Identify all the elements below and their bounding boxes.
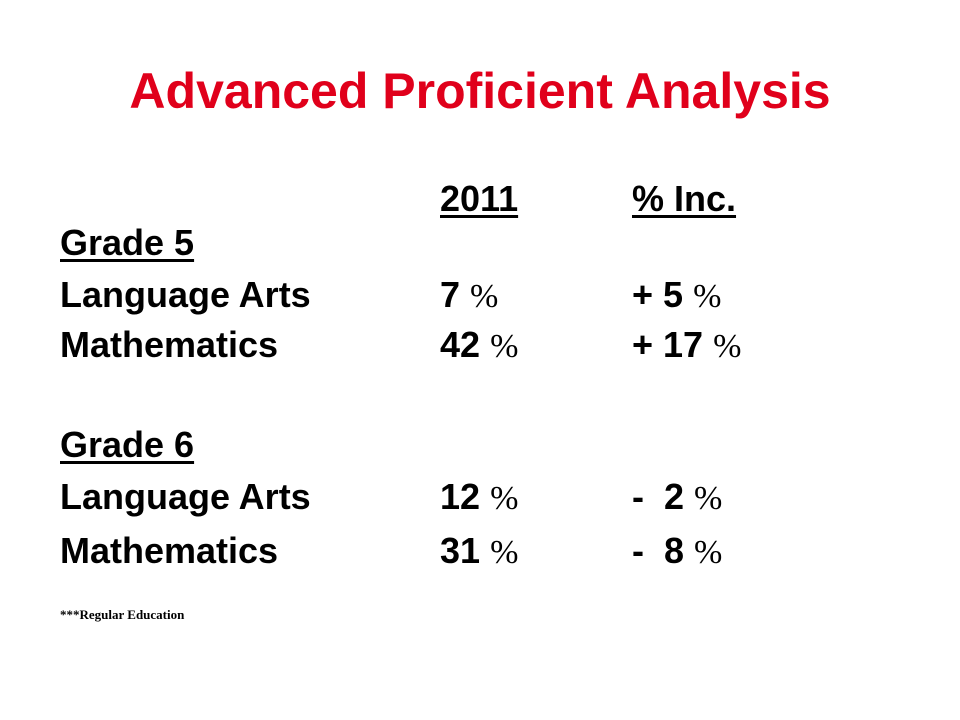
grade5-row1-value: 7 % <box>440 274 499 315</box>
grade5-row2-change: + 17 % <box>632 324 742 365</box>
grade6-row1-value: 12 % <box>440 476 519 517</box>
grade5-row1-subject: Language Arts <box>60 274 311 315</box>
grade5-row1-change: + 5 % <box>632 274 722 315</box>
increase-column-header: % Inc. <box>632 178 737 219</box>
grade6-row2-value: 31 % <box>440 530 519 571</box>
grade6-row2-change: - 8 % <box>632 530 723 571</box>
grade5-row2-value: 42 % <box>440 324 519 365</box>
grade6-row1-subject: Language Arts <box>60 476 311 517</box>
grade6-heading: Grade 6 <box>60 424 195 465</box>
grade5-heading: Grade 5 <box>60 222 195 263</box>
grade6-row1-change: - 2 % <box>632 476 723 517</box>
grade5-row2-subject: Mathematics <box>60 324 279 365</box>
year-column-header: 2011 <box>440 178 519 219</box>
page-title: Advanced Proficient Analysis <box>129 63 831 119</box>
grade6-row2-subject: Mathematics <box>60 530 279 571</box>
footnote: ***Regular Education <box>60 607 185 622</box>
